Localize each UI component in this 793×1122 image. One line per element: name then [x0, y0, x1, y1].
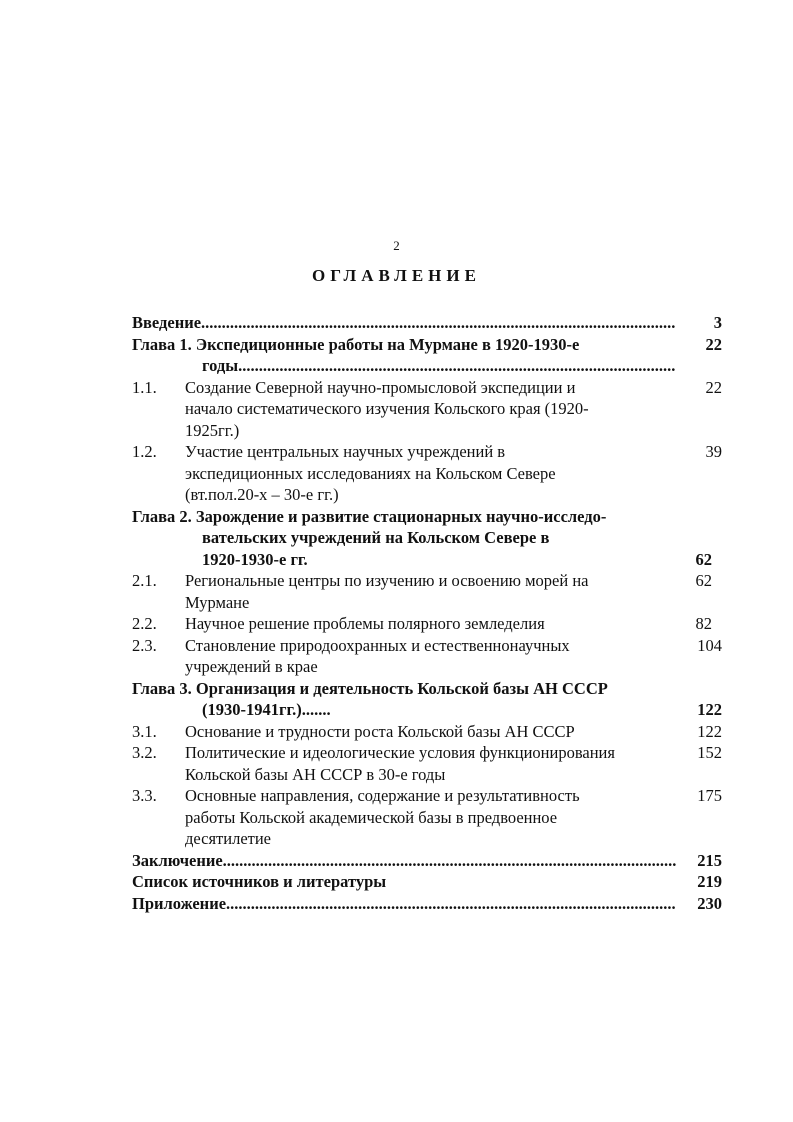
section-line: Региональные центры по изучению и освоению морей на [185, 571, 589, 590]
page-number: 2 [393, 238, 400, 253]
chapter2-title-line2: вательских учреждений на Кольском Севере в [202, 528, 550, 547]
toc-entry-conclusion[interactable] [132, 850, 724, 872]
conclusion-label: Заключение [132, 850, 223, 870]
section-line: учреждений в крае [185, 657, 318, 676]
section-line: работы Кольской академической базы в предвоенное [185, 807, 558, 827]
section-line: Научное решение проблемы полярного земледелия [185, 614, 545, 633]
toc-section-1-2[interactable] [132, 441, 724, 506]
toc-section-3-3[interactable] [132, 785, 724, 850]
section-line: Политические и идеологические условия функционирования [185, 743, 615, 762]
section-line: начало систематического изучения Кольского края (1920- [185, 399, 589, 418]
section-number: 2.3. [132, 635, 157, 655]
toc-section-2-1[interactable] [132, 570, 724, 613]
section-line: десятилетие [185, 829, 272, 848]
section-page: 122 [697, 721, 722, 741]
section-line: Кольской базы АН СССР в 30-е годы [185, 764, 446, 784]
section-page: 175 [697, 786, 722, 805]
toc-entry-chapter3[interactable] [132, 678, 724, 721]
section-number: 1.2. [132, 442, 157, 461]
section-line: Основные направления, содержание и результативность [185, 786, 580, 805]
section-line: Становление природоохранных и естественнонаучных [185, 635, 570, 655]
section-page: 82 [695, 614, 712, 633]
chapter2-title-line1: Глава 2. Зарождение и развитие стационарных научно-исследо- [132, 506, 607, 526]
section-line: Участие центральных научных учреждений в [185, 442, 506, 461]
section-number: 3.3. [132, 786, 157, 805]
toc-section-2-2[interactable] [132, 613, 724, 635]
section-page: 104 [697, 635, 722, 655]
chapter2-page: 62 [695, 549, 712, 569]
section-page: 22 [705, 377, 722, 397]
appendix-page: 230 [697, 893, 722, 913]
intro-page: 3 [713, 313, 722, 332]
section-number: 3.1. [132, 721, 157, 741]
section-line: Создание Северной научно-промысловой экспедиции и [185, 377, 576, 397]
toc-section-3-1[interactable] [132, 721, 724, 743]
toc-entry-chapter2[interactable] [132, 506, 724, 571]
section-page: 39 [705, 442, 722, 461]
table-of-contents [132, 312, 724, 914]
intro-label: Введение [132, 313, 202, 332]
section-line: экспедиционных исследованиях на Кольском Севере [185, 463, 556, 483]
section-number: 2.2. [132, 614, 157, 633]
section-line: 1925гг.) [185, 420, 240, 440]
toc-entry-sources[interactable] [132, 871, 724, 893]
chapter1-title-line2: годы [202, 356, 239, 375]
section-line: Основание и трудности роста Кольской базы АН СССР [185, 721, 575, 741]
chapter3-title-line1: Глава 3. Организация и деятельность Кольской базы АН СССР [132, 678, 608, 698]
section-number: 3.2. [132, 743, 157, 762]
toc-entry-appendix[interactable] [132, 893, 724, 915]
chapter1-title-line1: Глава 1. Экспедиционные работы на Мурмане в 1920-1930-е [132, 334, 580, 354]
chapter3-title-line2: (1930-1941гг.)....... [202, 700, 331, 719]
toc-entry-chapter1[interactable] [132, 334, 724, 377]
section-line: (вт.пол.20-х – 30-е гг.) [185, 485, 339, 504]
conclusion-page: 215 [697, 850, 722, 870]
toc-entry-intro[interactable] [132, 312, 724, 334]
section-line: Мурмане [185, 592, 250, 612]
sources-page: 219 [697, 872, 722, 891]
appendix-label: Приложение [132, 893, 227, 913]
chapter1-page: 22 [705, 334, 722, 354]
section-number: 1.1. [132, 377, 157, 397]
chapter2-title-line3: 1920-1930-е гг. [202, 549, 308, 569]
chapter3-page: 122 [697, 700, 722, 719]
toc-section-3-2[interactable] [132, 742, 724, 785]
toc-section-2-3[interactable] [132, 635, 724, 678]
section-page: 62 [695, 571, 712, 590]
sources-label: Список источников и литературы [132, 872, 387, 891]
section-number: 2.1. [132, 571, 157, 590]
toc-title: ОГЛАВЛЕНИЕ [312, 266, 481, 285]
toc-section-1-1[interactable] [132, 377, 724, 442]
section-page: 152 [697, 743, 722, 762]
